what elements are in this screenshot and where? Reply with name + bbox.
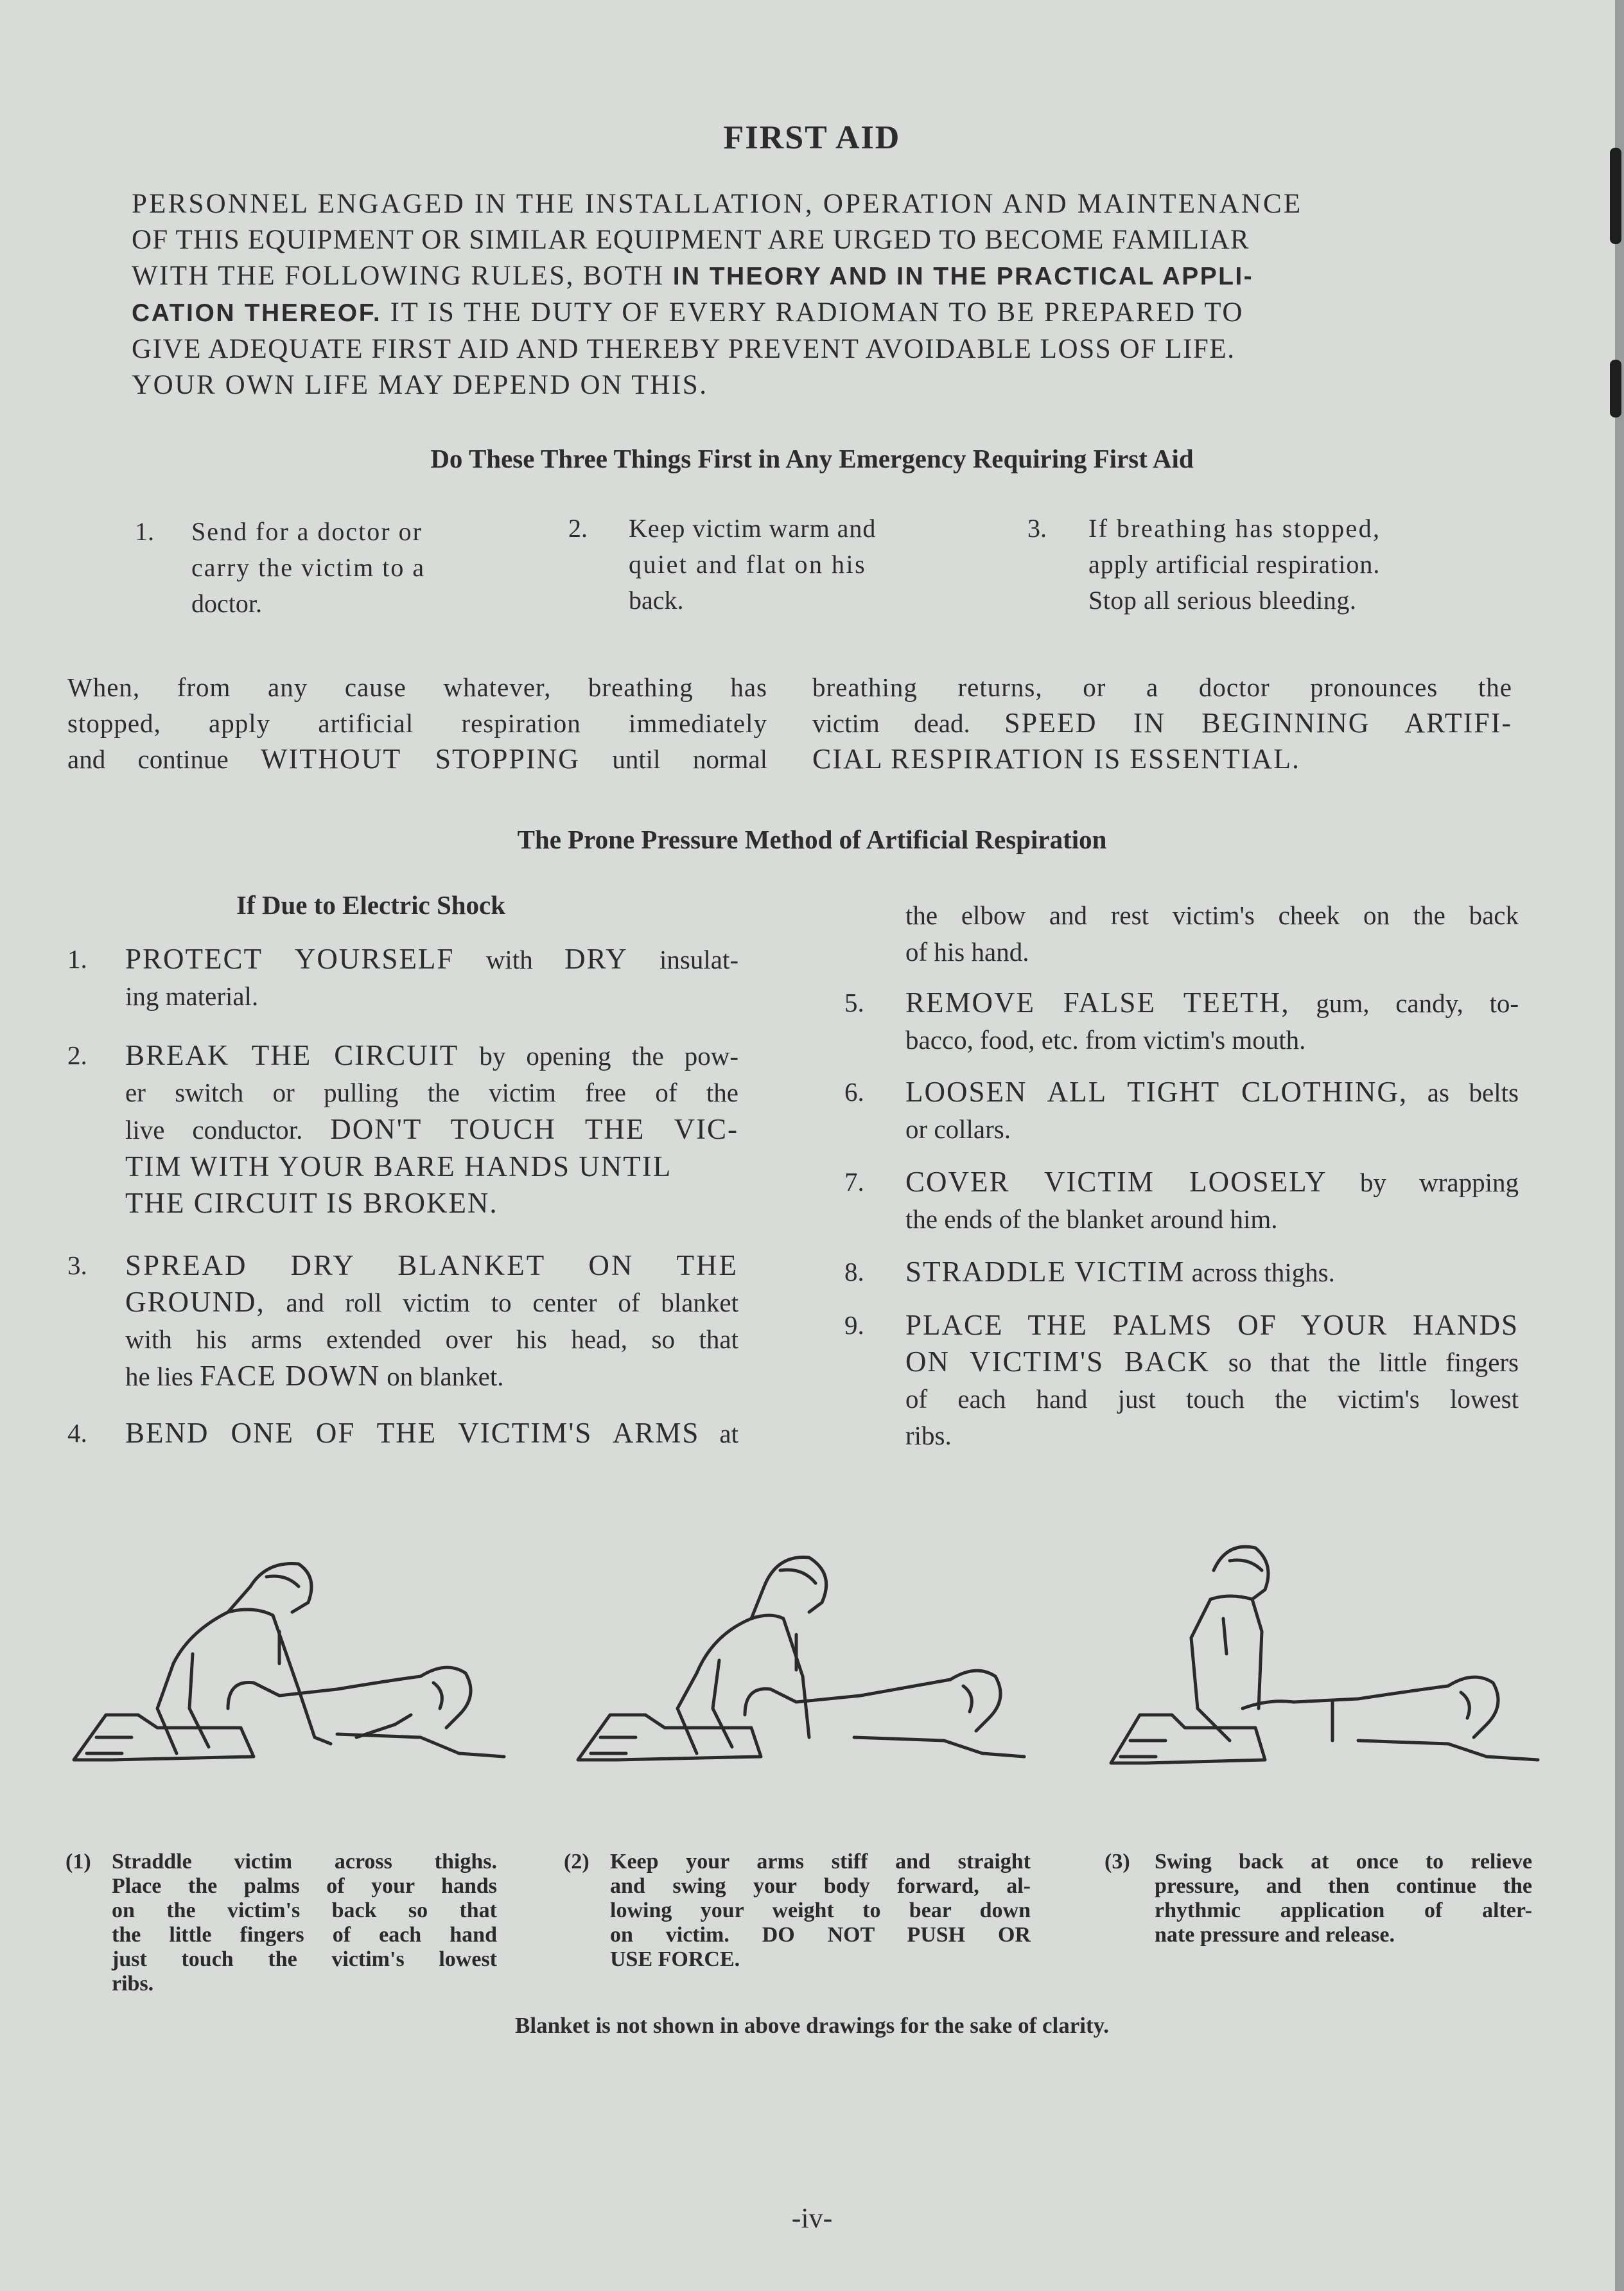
intro-line: CATION THEREOF. IT IS THE DUTY OF EVERY RADIOMAN TO BE PREPARED TO xyxy=(132,297,1244,328)
page-title: FIRST AID xyxy=(723,119,901,156)
step-3: 3. SPREAD DRY BLANKET ON THE GROUND, and roll victim to center of blanket with his arms extended over his head, so that he lies FACE DOWN on blanket. xyxy=(67,1249,738,1392)
step-2: 2. BREAK THE CIRCUIT by opening the pow- er switch or pulling the victim free of the live conductor. DON'T TOUCH THE VIC- TIM WITH YOUR BARE HANDS UNTIL THE CIRCUIT IS BROKEN. xyxy=(67,1039,738,1219)
step-7: 7. COVER VICTIM LOOSELY by wrapping the ends of the blanket around him. xyxy=(844,1166,1519,1234)
binding-edge xyxy=(1615,0,1624,2291)
step-4: 4. BEND ONE OF THE VICTIM'S ARMS at xyxy=(67,1417,738,1449)
figure-caption-1: (1) Straddle victim across thighs. Place the palms of your hands on the victim's back so that the little fingers of each hand just touch the victim's lowest ribs. xyxy=(65,1850,497,1996)
illustration-swing-back xyxy=(1101,1516,1544,1779)
intro-paragraph xyxy=(132,186,1445,403)
breathing-paragraph-left: When, from any cause whatever, breathing has stopped, apply artificial respiration immediately and continue WITHOUT STOPPING until normal xyxy=(67,672,768,775)
intro-line: PERSONNEL ENGAGED IN THE INSTALLATION, OPERATION AND MAINTENANCE xyxy=(132,189,1303,219)
electric-shock-subheading: If Due to Electric Shock xyxy=(236,890,506,920)
prone-method-heading: The Prone Pressure Method of Artificial Respiration xyxy=(517,825,1107,854)
illustration-straddle-victim xyxy=(61,1516,511,1773)
blanket-note: Blanket is not shown in above drawings for the sake of clarity. xyxy=(515,2013,1109,2038)
step-9: 9. PLACE THE PALMS OF YOUR HANDS ON VICTIM'S BACK so that the little fingers of each hand just touch the victim's lowest ribs. xyxy=(844,1309,1519,1450)
binding-clip xyxy=(1610,148,1621,244)
intro-line: WITH THE FOLLOWING RULES, BOTH IN THEORY AND IN THE PRACTICAL APPLI- xyxy=(132,261,1253,291)
intro-line: OF THIS EQUIPMENT OR SIMILAR EQUIPMENT ARE URGED TO BECOME FAMILIAR xyxy=(132,225,1250,255)
step-5: 5. REMOVE FALSE TEETH, gum, candy, to- bacco, food, etc. from victim's mouth. xyxy=(844,987,1519,1055)
illustration-swing-forward xyxy=(565,1516,1027,1773)
three-things-item: 2. Keep victim warm and quiet and flat on his back. xyxy=(568,514,877,615)
intro-line: GIVE ADEQUATE FIRST AID AND THEREBY PREVENT AVOIDABLE LOSS OF LIFE. xyxy=(132,334,1235,364)
figure-caption-2: (2) Keep your arms stiff and straight and swing your body forward, al- lowing your weight to bear down on victim. DO NOT PUSH OR USE FORCE. xyxy=(564,1850,1031,1971)
three-things-item: 1. Send for a doctor or carry the victim to a doctor. xyxy=(135,517,426,618)
breathing-paragraph-right: breathing returns, or a doctor pronounces the victim dead. SPEED IN BEGINNING ARTIFI- CIAL RESPIRATION IS ESSENTIAL. xyxy=(812,672,1512,775)
step-4-continued: the elbow and rest victim's cheek on the back of his hand. xyxy=(905,900,1519,967)
three-things-item: 3. If breathing has stopped, apply artificial respiration. Stop all serious bleeding. xyxy=(1027,514,1381,615)
step-1: 1. PROTECT YOURSELF with DRY insulat- ing material. xyxy=(67,943,738,1011)
binding-clip xyxy=(1610,360,1621,417)
figure-caption-3: (3) Swing back at once to relieve pressure, and then continue the rhythmic application of alter- nate pressure and release. xyxy=(1104,1850,1532,1947)
step-6: 6. LOOSEN ALL TIGHT CLOTHING, as belts or collars. xyxy=(844,1076,1519,1144)
three-things-heading: Do These Three Things First in Any Emergency Requiring First Aid xyxy=(430,444,1194,473)
step-8: 8. STRADDLE VICTIM across thighs. xyxy=(844,1256,1335,1288)
intro-line: YOUR OWN LIFE MAY DEPEND ON THIS. xyxy=(132,370,708,400)
page-number: -iv- xyxy=(791,2202,833,2234)
